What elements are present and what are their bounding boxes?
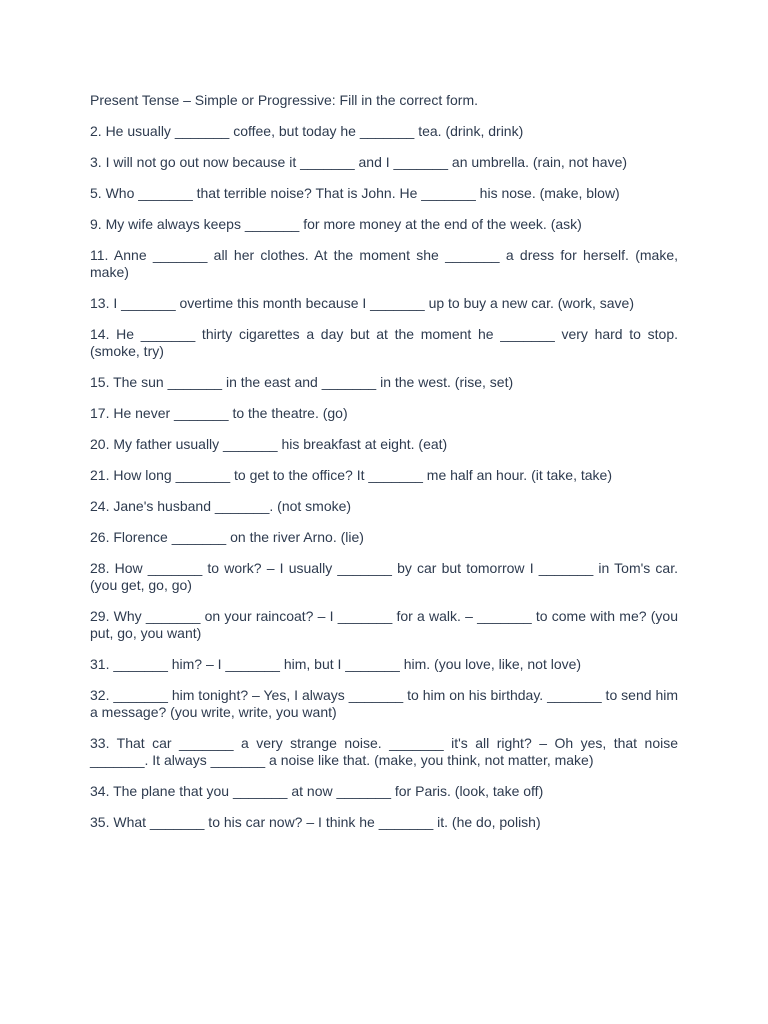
exercise-item-28: 28. How _______ to work? – I usually _______ by car but tomorrow I _______ in Tom's car. (you get, go, go) bbox=[90, 560, 678, 593]
exercise-item-9: 9. My wife always keeps _______ for more money at the end of the week. (ask) bbox=[90, 216, 582, 232]
exercise-item-5: 5. Who _______ that terrible noise? That is John. He _______ his nose. (make, blow) bbox=[90, 185, 620, 201]
exercise-item-32: 32. _______ him tonight? – Yes, I always _______ to him on his birthday. _______ to send him a message? (you write, write, you want) bbox=[90, 687, 678, 720]
exercise-item-11: 11. Anne _______ all her clothes. At the moment she _______ a dress for herself. (make, make) bbox=[90, 247, 678, 280]
exercise-item-3: 3. I will not go out now because it _______ and I _______ an umbrella. (rain, not have) bbox=[90, 154, 628, 170]
exercise-item-31: 31. _______ him? – I _______ him, but I _______ him. (you love, like, not love) bbox=[90, 656, 582, 672]
exercise-item-33: 33. That car _______ a very strange noise. _______ it's all right? – Oh yes, that noise _______. It always _______ a noise like that. (make, you think, not matter, make) bbox=[90, 735, 678, 768]
worksheet-title: Present Tense – Simple or Progressive: Fill in the correct form. bbox=[90, 92, 479, 108]
exercise-item-35: 35. What _______ to his car now? – I think he _______ it. (he do, polish) bbox=[90, 814, 541, 830]
exercise-item-34: 34. The plane that you _______ at now _______ for Paris. (look, take off) bbox=[90, 783, 544, 799]
exercise-item-13: 13. I _______ overtime this month because I _______ up to buy a new car. (work, save) bbox=[90, 295, 634, 311]
exercise-item-29: 29. Why _______ on your raincoat? – I _______ for a walk. – _______ to come with me? (you put, go, you want) bbox=[90, 608, 678, 641]
exercise-item-24: 24. Jane's husband _______. (not smoke) bbox=[90, 498, 352, 514]
exercise-item-26: 26. Florence _______ on the river Arno. (lie) bbox=[90, 529, 364, 545]
exercise-item-21: 21. How long _______ to get to the office? It _______ me half an hour. (it take, take) bbox=[90, 467, 612, 483]
exercise-item-15: 15. The sun _______ in the east and _______ in the west. (rise, set) bbox=[90, 374, 514, 390]
exercise-item-17: 17. He never _______ to the theatre. (go) bbox=[90, 405, 348, 421]
exercise-item-14: 14. He _______ thirty cigarettes a day but at the moment he _______ very hard to stop. (smoke, try) bbox=[90, 326, 678, 359]
exercise-item-2: 2. He usually _______ coffee, but today he _______ tea. (drink, drink) bbox=[90, 123, 524, 139]
exercise-item-20: 20. My father usually _______ his breakfast at eight. (eat) bbox=[90, 436, 448, 452]
worksheet bbox=[90, 92, 678, 845]
